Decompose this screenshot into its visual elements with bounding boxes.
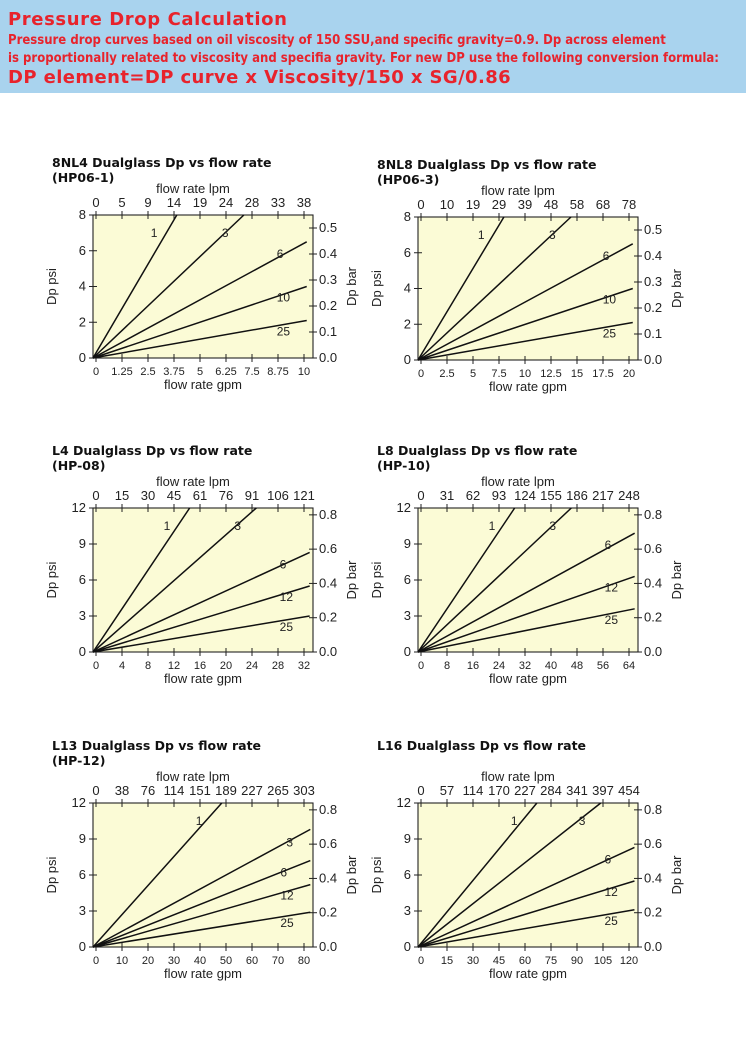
x-tick-label: 40 bbox=[544, 660, 558, 672]
x-tick-label: 7.5 bbox=[244, 366, 260, 378]
x2-tick-label: 0 bbox=[417, 783, 425, 798]
x-tick-label: 60 bbox=[518, 955, 532, 967]
y2-tick-label: 0.4 bbox=[319, 575, 338, 591]
x-tick-label: 20 bbox=[141, 955, 155, 967]
x2-tick-label: 19 bbox=[465, 197, 481, 212]
series-label: 1 bbox=[488, 519, 496, 533]
x2-tick-label: 114 bbox=[163, 783, 185, 798]
y-tick-label: 2 bbox=[78, 314, 86, 330]
conversion-formula: DP element=DP curve x Viscosity/150 x SG/0.86 bbox=[8, 67, 512, 88]
y2-axis-label: Dp bar bbox=[669, 560, 684, 600]
x-tick-label: 0 bbox=[92, 660, 100, 672]
x-tick-label: 8 bbox=[443, 660, 451, 672]
x2-tick-label: 19 bbox=[192, 195, 208, 210]
x2-tick-label: 248 bbox=[618, 488, 640, 503]
x-tick-label: 4 bbox=[118, 660, 126, 672]
y-tick-label: 9 bbox=[403, 831, 411, 846]
y-tick-label: 6 bbox=[78, 242, 86, 258]
x-tick-label: 10 bbox=[518, 368, 532, 380]
y2-tick-label: 0.0 bbox=[644, 352, 663, 367]
x2-axis-label: flow rate lpm bbox=[156, 181, 230, 196]
y2-tick-label: 0.4 bbox=[644, 575, 663, 591]
x2-tick-label: 186 bbox=[566, 488, 588, 503]
chart-subtitle: (HP-12) bbox=[52, 753, 106, 768]
y-tick-label: 12 bbox=[71, 500, 86, 515]
x2-tick-label: 14 bbox=[166, 195, 182, 210]
y-tick-label: 3 bbox=[403, 903, 411, 918]
x2-axis-label: flow rate lpm bbox=[481, 769, 555, 784]
x2-tick-label: 76 bbox=[218, 488, 234, 503]
chart-title: L8 Dualglass Dp vs flow rate bbox=[377, 443, 578, 458]
chart-8nl8 bbox=[355, 152, 685, 402]
description-line-1: Pressure drop curves based on oil viscosity of 150 SSU,and specific gravity=0.9. Dp across element bbox=[8, 33, 666, 48]
x2-axis-label: flow rate lpm bbox=[481, 474, 555, 489]
y-tick-label: 6 bbox=[403, 244, 411, 260]
x-tick-label: 12.5 bbox=[540, 368, 562, 380]
y-tick-label: 9 bbox=[78, 536, 86, 551]
y2-tick-label: 0.1 bbox=[319, 324, 338, 339]
y-tick-label: 0 bbox=[78, 939, 86, 954]
x-tick-label: 30 bbox=[167, 955, 181, 967]
series-label: 3 bbox=[549, 519, 557, 533]
x-tick-label: 1.25 bbox=[111, 366, 133, 378]
y-axis-label: Dp psi bbox=[369, 270, 384, 307]
x2-tick-label: 217 bbox=[592, 488, 614, 503]
x2-tick-label: 38 bbox=[296, 195, 312, 210]
x2-tick-label: 189 bbox=[215, 783, 237, 798]
x-tick-label: 12 bbox=[167, 660, 181, 672]
x-tick-label: 20 bbox=[219, 660, 233, 672]
x2-tick-label: 124 bbox=[514, 488, 536, 503]
x-tick-label: 90 bbox=[570, 955, 584, 967]
y2-axis-label: Dp bar bbox=[344, 266, 359, 307]
x2-tick-label: 454 bbox=[618, 783, 640, 798]
y-axis-label: Dp psi bbox=[369, 561, 384, 599]
x-tick-label: 15 bbox=[570, 368, 584, 380]
y2-tick-label: 0.0 bbox=[319, 644, 338, 659]
y2-tick-label: 0.8 bbox=[644, 506, 663, 522]
x-tick-label: 24 bbox=[245, 660, 259, 672]
x2-tick-label: 114 bbox=[462, 783, 484, 798]
y-tick-label: 12 bbox=[71, 795, 86, 810]
x2-tick-label: 29 bbox=[491, 197, 507, 212]
chart-subtitle: (HP06-1) bbox=[52, 170, 115, 185]
x2-axis-label: flow rate lpm bbox=[481, 183, 555, 198]
x-axis-label: flow rate gpm bbox=[163, 966, 243, 981]
series-label: 6 bbox=[276, 246, 284, 261]
x2-tick-label: 9 bbox=[144, 195, 152, 210]
x-tick-label: 30 bbox=[466, 955, 480, 967]
x-axis-label: flow rate gpm bbox=[488, 671, 568, 686]
x2-tick-label: 48 bbox=[543, 197, 559, 212]
chart-title: 8NL4 Dualglass Dp vs flow rate bbox=[52, 155, 272, 170]
y2-tick-label: 0.2 bbox=[319, 609, 338, 625]
y-axis-label: Dp psi bbox=[44, 856, 59, 894]
x-tick-label: 24 bbox=[492, 660, 506, 672]
x2-tick-label: 76 bbox=[140, 783, 156, 798]
x2-tick-label: 57 bbox=[439, 783, 455, 798]
series-label: 1 bbox=[195, 814, 203, 828]
y2-axis-label: Dp bar bbox=[344, 855, 359, 895]
y-tick-label: 12 bbox=[396, 500, 411, 515]
x-tick-label: 32 bbox=[518, 660, 532, 672]
y-tick-label: 3 bbox=[78, 608, 86, 623]
series-label: 25 bbox=[604, 913, 618, 928]
y2-axis-label: Dp bar bbox=[669, 268, 684, 309]
x-tick-label: 2.5 bbox=[140, 366, 156, 378]
y2-tick-label: 0.1 bbox=[644, 326, 663, 341]
chart-title: L4 Dualglass Dp vs flow rate bbox=[52, 443, 253, 458]
series-label: 12 bbox=[280, 888, 294, 903]
series-label: 12 bbox=[604, 580, 619, 595]
y-tick-label: 6 bbox=[403, 867, 411, 882]
series-label: 12 bbox=[279, 590, 294, 604]
x-tick-label: 60 bbox=[245, 955, 259, 967]
y2-tick-label: 0.8 bbox=[644, 801, 663, 817]
x-tick-label: 0 bbox=[92, 366, 100, 378]
y-tick-label: 6 bbox=[403, 572, 411, 587]
chart-subtitle: (HP-08) bbox=[52, 458, 106, 473]
x2-tick-label: 0 bbox=[92, 488, 100, 503]
series-label: 3 bbox=[286, 835, 294, 850]
series-label: 25 bbox=[280, 916, 294, 931]
y2-tick-label: 0.3 bbox=[319, 272, 338, 287]
x-tick-label: 10 bbox=[115, 955, 129, 967]
x2-tick-label: 341 bbox=[566, 783, 588, 798]
x2-tick-label: 39 bbox=[517, 197, 533, 212]
series-label: 1 bbox=[163, 519, 171, 533]
y-tick-label: 8 bbox=[78, 207, 86, 222]
chart-title: L13 Dualglass Dp vs flow rate bbox=[52, 738, 262, 753]
y2-tick-label: 0.2 bbox=[644, 300, 663, 315]
x-tick-label: 75 bbox=[544, 955, 558, 967]
chart-l8 bbox=[355, 438, 685, 698]
x2-axis-label: flow rate lpm bbox=[156, 474, 230, 489]
x-tick-label: 0 bbox=[417, 955, 425, 967]
x2-tick-label: 24 bbox=[218, 195, 234, 210]
x-tick-label: 5 bbox=[469, 368, 477, 380]
series-label: 1 bbox=[477, 228, 485, 242]
y-tick-label: 4 bbox=[403, 280, 411, 296]
x2-tick-label: 303 bbox=[293, 783, 315, 798]
x-tick-label: 120 bbox=[619, 955, 639, 967]
y2-tick-label: 0.0 bbox=[644, 644, 663, 659]
x2-tick-label: 68 bbox=[595, 197, 611, 212]
y-axis-label: Dp psi bbox=[44, 561, 59, 599]
series-label: 10 bbox=[602, 292, 617, 307]
x2-tick-label: 93 bbox=[491, 488, 507, 503]
y-tick-label: 9 bbox=[403, 536, 411, 551]
x-tick-label: 0 bbox=[92, 955, 100, 967]
y-tick-label: 12 bbox=[396, 795, 411, 810]
y-tick-label: 0 bbox=[78, 644, 86, 659]
y-tick-label: 2 bbox=[403, 316, 411, 332]
y2-tick-label: 0.2 bbox=[644, 609, 663, 625]
x2-tick-label: 62 bbox=[465, 488, 481, 503]
series-label: 1 bbox=[510, 814, 518, 828]
x-tick-label: 45 bbox=[492, 955, 506, 967]
x2-tick-label: 227 bbox=[241, 783, 263, 798]
series-label: 3 bbox=[548, 228, 556, 242]
series-label: 3 bbox=[221, 226, 229, 240]
x2-tick-label: 397 bbox=[592, 783, 614, 798]
x-tick-label: 8 bbox=[144, 660, 152, 672]
x-tick-label: 5 bbox=[196, 366, 204, 378]
y-axis-label: Dp psi bbox=[44, 268, 59, 305]
x-tick-label: 40 bbox=[193, 955, 207, 967]
series-label: 10 bbox=[276, 290, 291, 305]
x-tick-label: 70 bbox=[271, 955, 285, 967]
x2-tick-label: 38 bbox=[114, 783, 130, 798]
x2-tick-label: 15 bbox=[114, 488, 130, 503]
y2-axis-label: Dp bar bbox=[669, 855, 684, 895]
y-tick-label: 6 bbox=[78, 572, 86, 587]
x2-tick-label: 0 bbox=[417, 197, 425, 212]
y2-axis-label: Dp bar bbox=[344, 560, 359, 600]
x-tick-label: 32 bbox=[297, 660, 311, 672]
x-tick-label: 105 bbox=[593, 955, 613, 967]
y-axis-label: Dp psi bbox=[369, 856, 384, 894]
x-tick-label: 0 bbox=[417, 368, 425, 380]
x-tick-label: 80 bbox=[297, 955, 311, 967]
y2-tick-label: 0.6 bbox=[319, 836, 338, 852]
x-tick-label: 16 bbox=[466, 660, 480, 672]
x2-tick-label: 58 bbox=[569, 197, 585, 212]
x-tick-label: 64 bbox=[622, 660, 636, 672]
y2-tick-label: 0.4 bbox=[319, 246, 338, 261]
y2-tick-label: 0.5 bbox=[644, 222, 663, 237]
series-label: 3 bbox=[578, 814, 586, 828]
x2-tick-label: 0 bbox=[92, 783, 100, 798]
x-tick-label: 10 bbox=[297, 366, 311, 378]
x-tick-label: 8.75 bbox=[267, 366, 289, 378]
y2-tick-label: 0.0 bbox=[319, 350, 338, 365]
series-label: 6 bbox=[604, 538, 612, 553]
x2-tick-label: 106 bbox=[267, 488, 289, 503]
x2-tick-label: 30 bbox=[140, 488, 156, 503]
y-tick-label: 6 bbox=[78, 867, 86, 882]
chart-l16 bbox=[355, 733, 685, 993]
x-tick-label: 16 bbox=[193, 660, 207, 672]
y-tick-label: 9 bbox=[78, 831, 86, 846]
x-tick-label: 3.75 bbox=[163, 366, 185, 378]
series-label: 25 bbox=[602, 326, 617, 341]
y2-tick-label: 0.6 bbox=[644, 541, 663, 557]
y2-tick-label: 0.4 bbox=[644, 870, 663, 886]
y-tick-label: 3 bbox=[403, 608, 411, 623]
x2-tick-label: 31 bbox=[439, 488, 455, 503]
chart-subtitle: (HP06-3) bbox=[377, 172, 440, 187]
series-label: 25 bbox=[279, 620, 294, 634]
x2-tick-label: 61 bbox=[192, 488, 208, 503]
x-tick-label: 0 bbox=[417, 660, 425, 672]
y-tick-label: 4 bbox=[78, 278, 86, 294]
series-label: 25 bbox=[276, 324, 291, 339]
y2-tick-label: 0.6 bbox=[319, 541, 338, 557]
x-tick-label: 56 bbox=[596, 660, 610, 672]
header-banner bbox=[0, 0, 746, 93]
x-axis-label: flow rate gpm bbox=[488, 966, 568, 981]
chart-l13 bbox=[30, 733, 360, 993]
y-tick-label: 0 bbox=[403, 644, 411, 659]
page-title: Pressure Drop Calculation bbox=[8, 9, 288, 30]
series-label: 1 bbox=[150, 226, 158, 240]
series-label: 6 bbox=[602, 248, 610, 263]
series-label: 3 bbox=[234, 519, 242, 533]
x2-tick-label: 227 bbox=[514, 783, 536, 798]
y2-tick-label: 0.2 bbox=[319, 298, 338, 313]
x-axis-label: flow rate gpm bbox=[163, 377, 243, 392]
chart-subtitle: (HP-10) bbox=[377, 458, 431, 473]
x2-tick-label: 151 bbox=[189, 783, 211, 798]
y-tick-label: 0 bbox=[403, 352, 411, 367]
y-tick-label: 8 bbox=[403, 209, 411, 224]
y-tick-label: 0 bbox=[78, 350, 86, 365]
x2-tick-label: 0 bbox=[92, 195, 100, 210]
x2-tick-label: 28 bbox=[244, 195, 260, 210]
x2-tick-label: 5 bbox=[118, 195, 126, 210]
x-axis-label: flow rate gpm bbox=[488, 379, 568, 394]
x-tick-label: 17.5 bbox=[592, 368, 614, 380]
y2-tick-label: 0.5 bbox=[319, 220, 338, 235]
chart-8nl4 bbox=[30, 150, 359, 400]
y2-tick-label: 0.8 bbox=[319, 506, 338, 522]
y-tick-label: 3 bbox=[78, 903, 86, 918]
x2-tick-label: 121 bbox=[293, 488, 315, 503]
y2-tick-label: 0.0 bbox=[319, 939, 338, 954]
x2-tick-label: 10 bbox=[439, 197, 455, 212]
series-label: 25 bbox=[604, 612, 619, 627]
y-tick-label: 0 bbox=[403, 939, 411, 954]
y2-tick-label: 0.8 bbox=[319, 801, 338, 817]
series-label: 6 bbox=[279, 557, 287, 572]
y2-tick-label: 0.4 bbox=[319, 870, 338, 886]
y2-tick-label: 0.2 bbox=[644, 904, 663, 920]
chart-title: L16 Dualglass Dp vs flow rate bbox=[377, 738, 587, 753]
x2-tick-label: 33 bbox=[270, 195, 286, 210]
description-line-2: is proportionally related to viscosity and specifia gravity. For new DP use the following conversion formula: bbox=[8, 51, 719, 66]
y2-tick-label: 0.0 bbox=[644, 939, 663, 954]
x-tick-label: 50 bbox=[219, 955, 233, 967]
y2-tick-label: 0.2 bbox=[319, 904, 338, 920]
x2-tick-label: 284 bbox=[540, 783, 562, 798]
chart-title: 8NL8 Dualglass Dp vs flow rate bbox=[377, 157, 597, 172]
x-axis-label: flow rate gpm bbox=[163, 671, 243, 686]
x2-tick-label: 91 bbox=[244, 488, 260, 503]
x2-tick-label: 0 bbox=[417, 488, 425, 503]
x-tick-label: 6.25 bbox=[215, 366, 237, 378]
x-tick-label: 20 bbox=[622, 368, 636, 380]
x2-tick-label: 78 bbox=[621, 197, 637, 212]
y2-tick-label: 0.4 bbox=[644, 248, 663, 263]
x-tick-label: 15 bbox=[440, 955, 454, 967]
x2-axis-label: flow rate lpm bbox=[156, 769, 230, 784]
x-tick-label: 2.5 bbox=[439, 368, 455, 380]
y2-tick-label: 0.3 bbox=[644, 274, 663, 289]
x2-tick-label: 155 bbox=[540, 488, 562, 503]
chart-l4 bbox=[30, 438, 360, 698]
x2-tick-label: 45 bbox=[166, 488, 182, 503]
x-tick-label: 7.5 bbox=[491, 368, 507, 380]
x-tick-label: 28 bbox=[271, 660, 285, 672]
x-tick-label: 48 bbox=[570, 660, 584, 672]
series-label: 12 bbox=[604, 885, 618, 899]
series-label: 6 bbox=[280, 865, 288, 880]
x2-tick-label: 170 bbox=[488, 783, 510, 798]
y2-tick-label: 0.6 bbox=[644, 836, 663, 852]
series-label: 6 bbox=[604, 852, 612, 867]
x2-tick-label: 265 bbox=[267, 783, 289, 798]
